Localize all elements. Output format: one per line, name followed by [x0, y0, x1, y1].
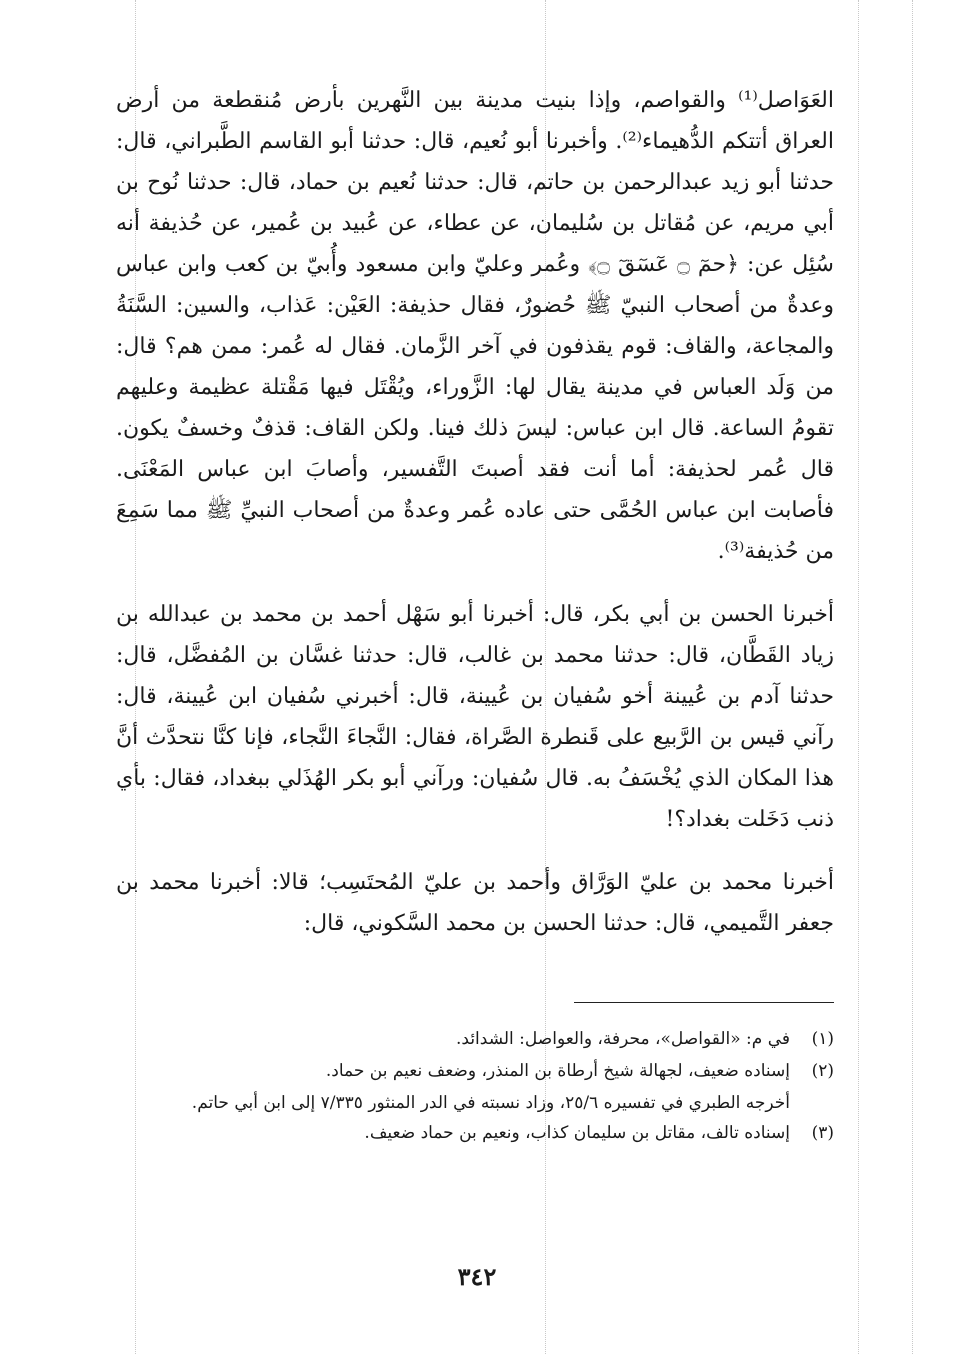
footnote-text: إسناده ضعيف، لجهالة شيخ أرطاة بن المنذر، وضعف نعيم بن حماد. — [325, 1061, 790, 1081]
paragraph-warraq-narration: أخبرنا محمد بن عليّ الوَرَّاق وأحمد بن عليّ المُحتَسِب؛ قالا: أخبرنا محمد بن جعفر التَّميمي، قال: حدثنا الحسن بن محمد السَّكوني، قال: — [116, 870, 834, 936]
footnotes — [116, 1024, 834, 1150]
page-number: ٣٤٢ — [457, 1262, 497, 1291]
main-text — [116, 80, 834, 944]
footnote-3 — [116, 1118, 834, 1148]
paragraph-hadith-hudhayfa: العَوَاصل⁽¹⁾ والقواصم، وإذا بنيت مدينة بين النَّهرين بأرض مُنقطعة من أرض العراق أتتكم الدُّهيماء⁽²⁾. وأخبرنا أبو نُعيم، قال: حدثنا أبو القاسم الطَّبراني، قال: حدثنا أبو زيد عبدالرحمن بن حاتم، قال: حدثنا نُعيم بن حماد، قال: حدثنا نُوح بن أبي مريم، عن مُقاتل بن سُليمان، عن عطاء، عن عُبيد بن عُمير، عن حُذيفة أنه سُئِل عن: ﴿حمٓ ۝ عٓسٓقٓ ۝﴾ وعُمر وعليّ وابن مسعود وأُبيّ بن كعب وابن عباس وعدةٌ من أصحاب النبيّ ﷺ حُضورٌ، فقال حذيفة: العَيْن: عَذاب، والسين: السَّنَةُ والمجاعة، والقاف: قوم يقذفون في آخر الزَّمان. فقال له عُمر: ممن هم؟ قال: من وَلَد العباس في مدينة يقال لها: الزَّوراء، ويُقْتَل فيها مَقْتلة عظيمة وعليهم تقومُ الساعة. قال ابن عباس: ليسَ ذلك فينا. ولكن القاف: قذفٌ وخسفٌ يكون. قال عُمر لحذيفة: أما أنت فقد أصبتَ التَّفسير، وأصابَ ابن عباس المَعْنَى. فأصابت ابن عباس الحُمَّى حتى عاده عُمر وعدةٌ من أصحاب النبيِّ ﷺ مما سَمِعَ من حُذيفة⁽³⁾. — [116, 88, 834, 564]
footnote-number: (٢) — [811, 1061, 834, 1081]
footnote-text: في م: «القواصل»، محرفة، والعواصل: الشدائد. — [456, 1029, 790, 1049]
footnote-separator — [574, 1002, 834, 1003]
scan-guide-line — [858, 0, 859, 1354]
paragraph-sufyan-narration: أخبرنا الحسن بن أبي بكر، قال: أخبرنا أبو سَهْل أحمد بن محمد بن عبدالله بن زياد القَطَّان، قال: حدثنا محمد بن غالب، قال: حدثنا غسَّان بن المُفضَّل، قال: حدثنا آدم بن عُيينة أخو سُفيان بن عُيينة، قال: أخبرني سُفيان ابن عُيينة، قال: رآني قيس بن الرَّبيع على قَنطرة الصَّراة، فقال: النَّجاءَ النَّجاء، فإنا كنَّا نتحدَّث أنَّ هذا المكان الذي يُخْسَفُ به. قال سُفيان: ورآني أبو بكر الهُذَلي ببغداد، فقال: بأي ذنب دَخَلت بغداد؟! — [116, 602, 834, 832]
footnote-text: إسناده تالف، مقاتل بن سليمان كذاب، ونعيم بن حماد ضعيف. — [364, 1123, 790, 1143]
footnote-2-continuation: أخرجه الطبري في تفسيره ٢٥/٦، وزاد نسبته في الدر المنثور ٧/٣٣٥ إلى ابن أبي حاتم. — [191, 1093, 790, 1113]
footnote-number: (٣) — [811, 1123, 834, 1143]
footnote-number: (١) — [811, 1029, 834, 1049]
footnote-2 — [116, 1056, 834, 1086]
footnote-1 — [116, 1024, 834, 1054]
scan-guide-line — [912, 0, 913, 1354]
